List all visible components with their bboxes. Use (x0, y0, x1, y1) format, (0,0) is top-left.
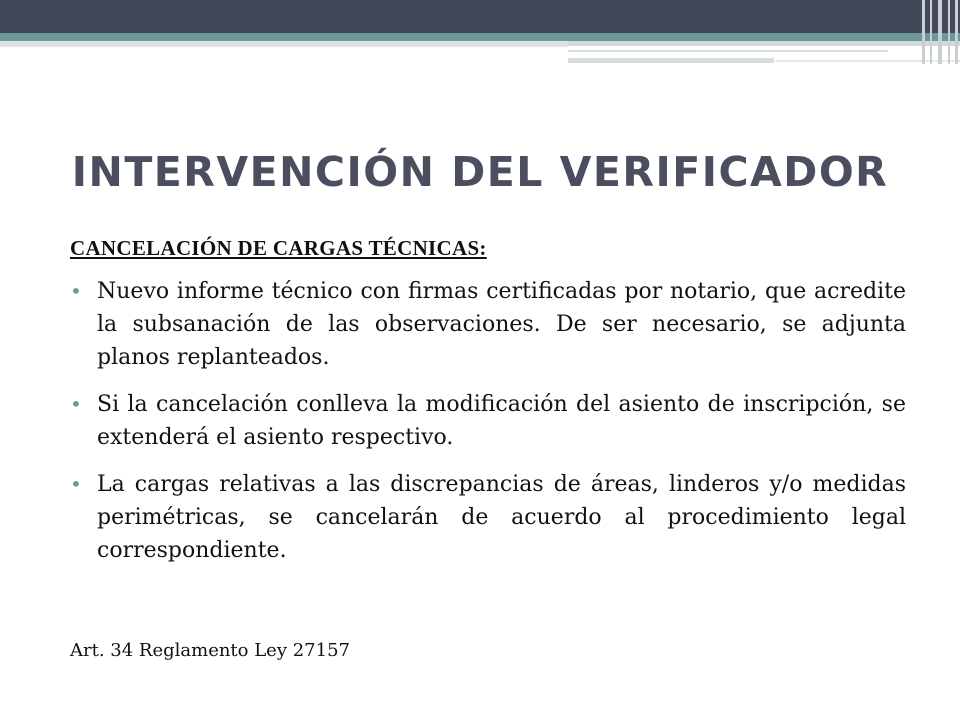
bullet-icon: • (70, 472, 82, 496)
header-line-thin (568, 50, 888, 52)
header-line-thin (568, 58, 774, 63)
header-decoration-right (918, 0, 960, 64)
bullet-item (70, 275, 906, 374)
bullet-text: La cargas relativas a las discrepancias de áreas, linderos y/o medidas perimétricas, se cancelarán de acuerdo al procedimiento legal correspondiente. (97, 472, 906, 563)
header-line-light (568, 41, 960, 46)
section-subheading: CANCELACIÓN DE CARGAS TÉCNICAS: (70, 236, 487, 260)
bullet-item (70, 468, 906, 567)
bullet-text: Si la cancelación conlleva la modificación del asiento de inscripción, se extenderá el asiento respectivo. (97, 392, 906, 450)
header-band-teal (0, 33, 960, 41)
header-line-light (0, 41, 568, 47)
bullet-icon: • (70, 392, 82, 416)
slide-title: INTERVENCIÓN DEL VERIFICADOR (71, 148, 889, 196)
slide-body (70, 236, 906, 581)
bullet-item (70, 388, 906, 454)
header-band-dark (0, 0, 960, 33)
bullet-text: Nuevo informe técnico con firmas certificadas por notario, que acredite la subsanación de las observaciones. De ser necesario, se adjunta planos replanteados. (97, 279, 906, 370)
legal-reference: Art. 34 Reglamento Ley 27157 (70, 640, 350, 661)
bullet-list (70, 275, 906, 567)
bullet-icon: • (70, 279, 82, 303)
